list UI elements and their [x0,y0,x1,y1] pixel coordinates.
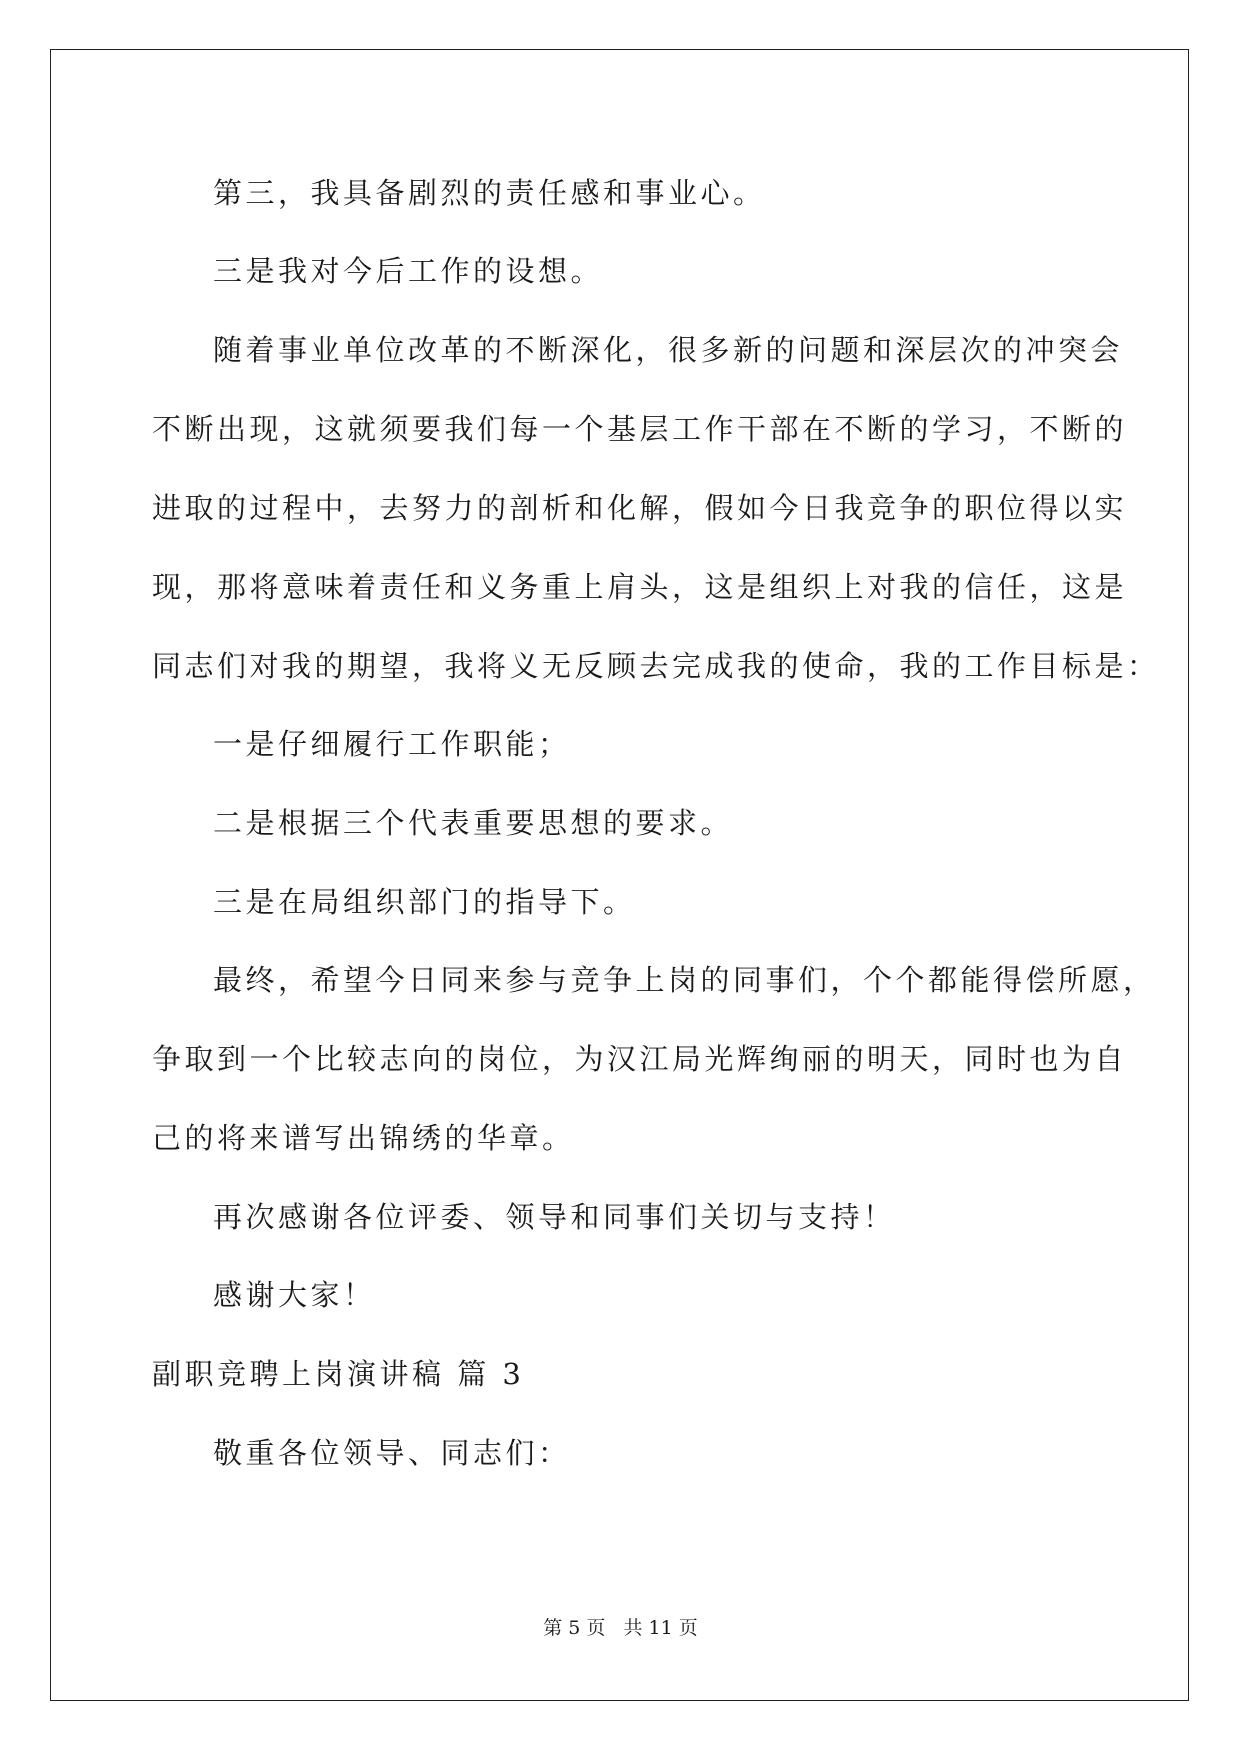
paragraph-line: 不断出现，这就须要我们每一个基层工作干部在不断的学习，不断的 [152,412,1128,446]
page-footer [0,1616,1241,1640]
paragraph-line: 随着事业单位改革的不断深化，很多新的问题和深层次的冲突会 [213,333,1124,367]
paragraph-line: 最终，希望今日同来参与竞争上岗的同事们，个个都能得偿所愿， [213,963,1156,997]
paragraph-line: 感谢大家！ [213,1278,376,1312]
paragraph-line: 己的将来谱写出锦绣的华章。 [152,1121,575,1155]
paragraph-line: 三是在局组织部门的指导下。 [213,885,636,919]
salutation-line: 敬重各位领导、同志们： [213,1436,571,1470]
page-total: 共 11 页 [623,1617,698,1639]
paragraph-line: 现，那将意味着责任和义务重上肩头，这是组织上对我的信任，这是 [152,570,1128,604]
section-heading: 副职竞聘上岗演讲稿 篇 3 [152,1357,525,1391]
paragraph-line: 进取的过程中，去努力的剖析和化解，假如今日我竞争的职位得以实 [152,491,1128,525]
page-number: 第 5 页 [543,1617,606,1639]
paragraph-line: 同志们对我的期望，我将义无反顾去完成我的使命，我的工作目标是： [152,649,1160,683]
paragraph-line: 争取到一个比较志向的岗位，为汉江局光辉绚丽的明天，同时也为自 [152,1042,1128,1076]
paragraph-line: 一是仔细履行工作职能； [213,727,571,761]
paragraph-line: 第三，我具备剧烈的责任感和事业心。 [213,176,766,210]
paragraph-line: 再次感谢各位评委、领导和同事们关切与支持！ [213,1200,896,1234]
paragraph-line: 二是根据三个代表重要思想的要求。 [213,806,734,840]
paragraph-line: 三是我对今后工作的设想。 [213,254,604,288]
